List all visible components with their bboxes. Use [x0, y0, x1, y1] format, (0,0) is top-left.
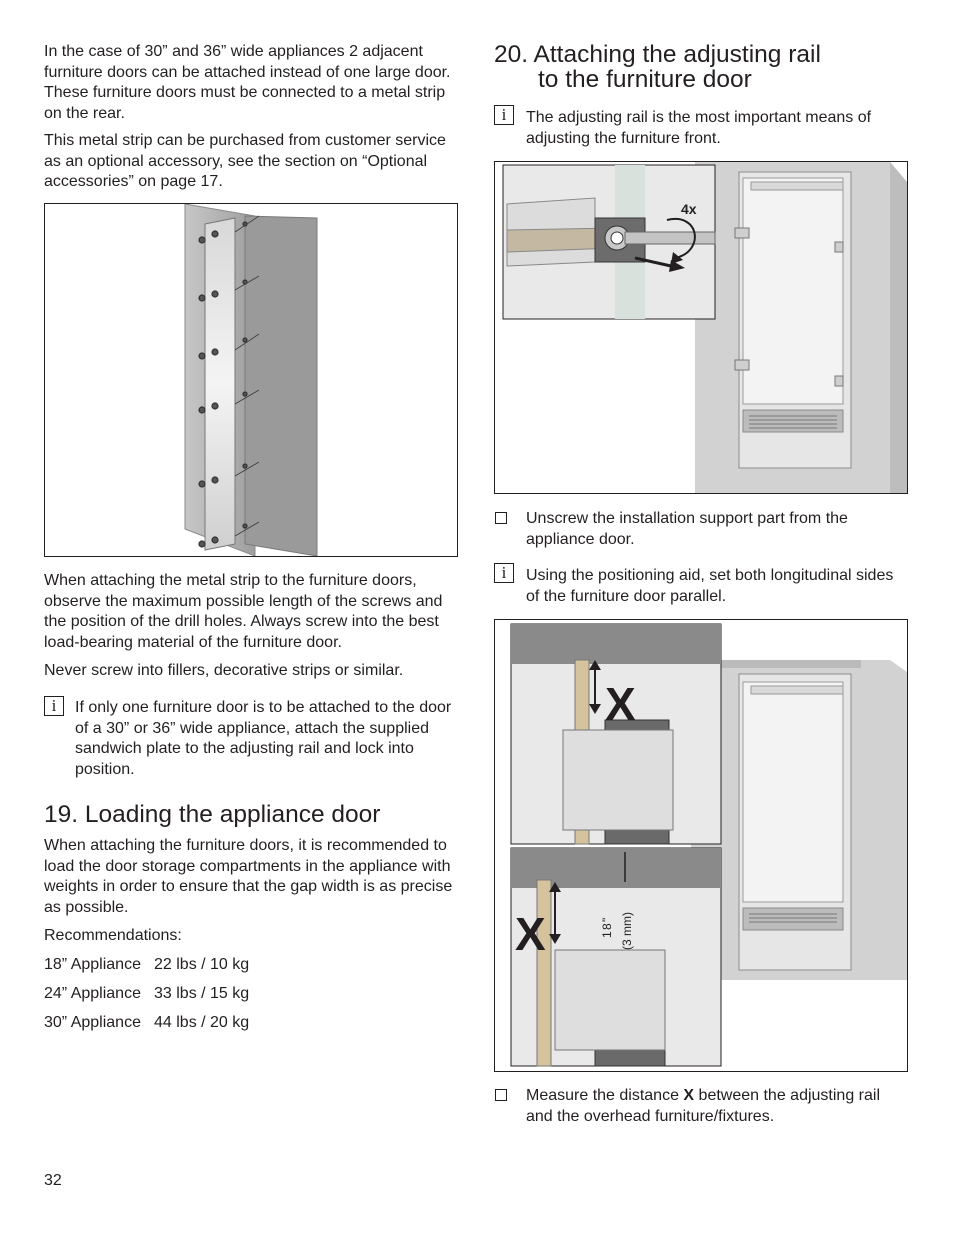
fig2-fraction-denominator: 8 [600, 923, 614, 930]
metal-strip-figure [44, 203, 458, 557]
page-number: 32 [44, 1172, 62, 1189]
info-icon: i [494, 563, 514, 583]
appliance-size: 30” Appliance [44, 1014, 141, 1031]
info-text-1: The adjusting rail is the most important means of adjusting the furniture front. [526, 109, 872, 147]
fig2-millimetres: (3 mm) [620, 912, 634, 950]
remove-support-illustration [495, 162, 907, 493]
fig2-distance-x-label: X [605, 678, 636, 730]
step-2-text-part: between the adjusting rail and the overhead furniture/fixtures. [526, 1087, 880, 1125]
fig1-count-label: 4x [681, 201, 697, 217]
info-text: If only one furniture door is to be attached to the door of a 30” or 36” wide appliance, attach the supplied sandwich plate to the adjusting rail and lock into position. [75, 699, 452, 778]
section-20-title-line-1: 20. Attaching the adjusting rail [494, 41, 821, 68]
appliance-size: 24” Appliance [44, 985, 141, 1002]
measure-distance-illustration [495, 620, 907, 1071]
intro-paragraph-2: This metal strip can be purchased from customer service as an optional accessory, see the section on “Optional accessories” on page 17. [44, 132, 446, 190]
fig2-fraction-numerator: 1 [600, 931, 614, 938]
step-2-text [526, 1086, 906, 1127]
fig2-distance-x-label-alt: X [515, 908, 546, 960]
info-icon: i [44, 696, 64, 716]
step-1-text: Unscrew the installation support part from the appliance door. [526, 510, 848, 548]
intro-paragraph-1: In the case of 30” and 36” wide appliances 2 adjacent furniture doors can be attached instead of one large door. These furniture doors must be connected to a metal strip on the rear. [44, 43, 451, 122]
recommendation-row [44, 1013, 249, 1033]
after-figure-paragraph-2: Never screw into fillers, decorative strips or similar. [44, 662, 404, 679]
remove-support-figure [494, 161, 908, 494]
checkbox-step-2-icon [495, 1089, 507, 1101]
section-20-title-line-2: to the furniture door [538, 66, 752, 93]
info-icon: i [494, 105, 514, 125]
checkbox-step-1-icon [495, 512, 507, 524]
section-19-body: When attaching the furniture doors, it is recommended to load the door storage compartments in the appliance with weights in order to ensure that the gap width is as precise as possible. [44, 837, 453, 916]
appliance-weight: 22 lbs / 10 kg [154, 956, 250, 973]
recommendation-row [44, 955, 249, 975]
recommendations-label: Recommendations: [44, 927, 182, 944]
appliance-weight: 33 lbs / 15 kg [154, 985, 250, 1002]
section-19-title: 19. Loading the appliance door [44, 801, 381, 828]
measure-distance-figure [494, 619, 908, 1072]
metal-strip-illustration [45, 204, 457, 556]
fig2-inch-mark: " [600, 917, 614, 922]
after-figure-paragraph-1: When attaching the metal strip to the furniture doors, observe the maximum possible length of the screws and the position of the drill holes. Always screw into the best load-bearing material of the furniture door. [44, 572, 443, 651]
info-text-2: Using the positioning aid, set both longitudinal sides of the furniture door parallel. [526, 567, 894, 605]
step-2-x-label: X [683, 1087, 695, 1104]
appliance-weight: 44 lbs / 20 kg [154, 1014, 250, 1031]
appliance-size: 18” Appliance [44, 956, 141, 973]
step-2-text-part: Measure the distance [526, 1087, 684, 1104]
recommendation-row [44, 984, 249, 1004]
